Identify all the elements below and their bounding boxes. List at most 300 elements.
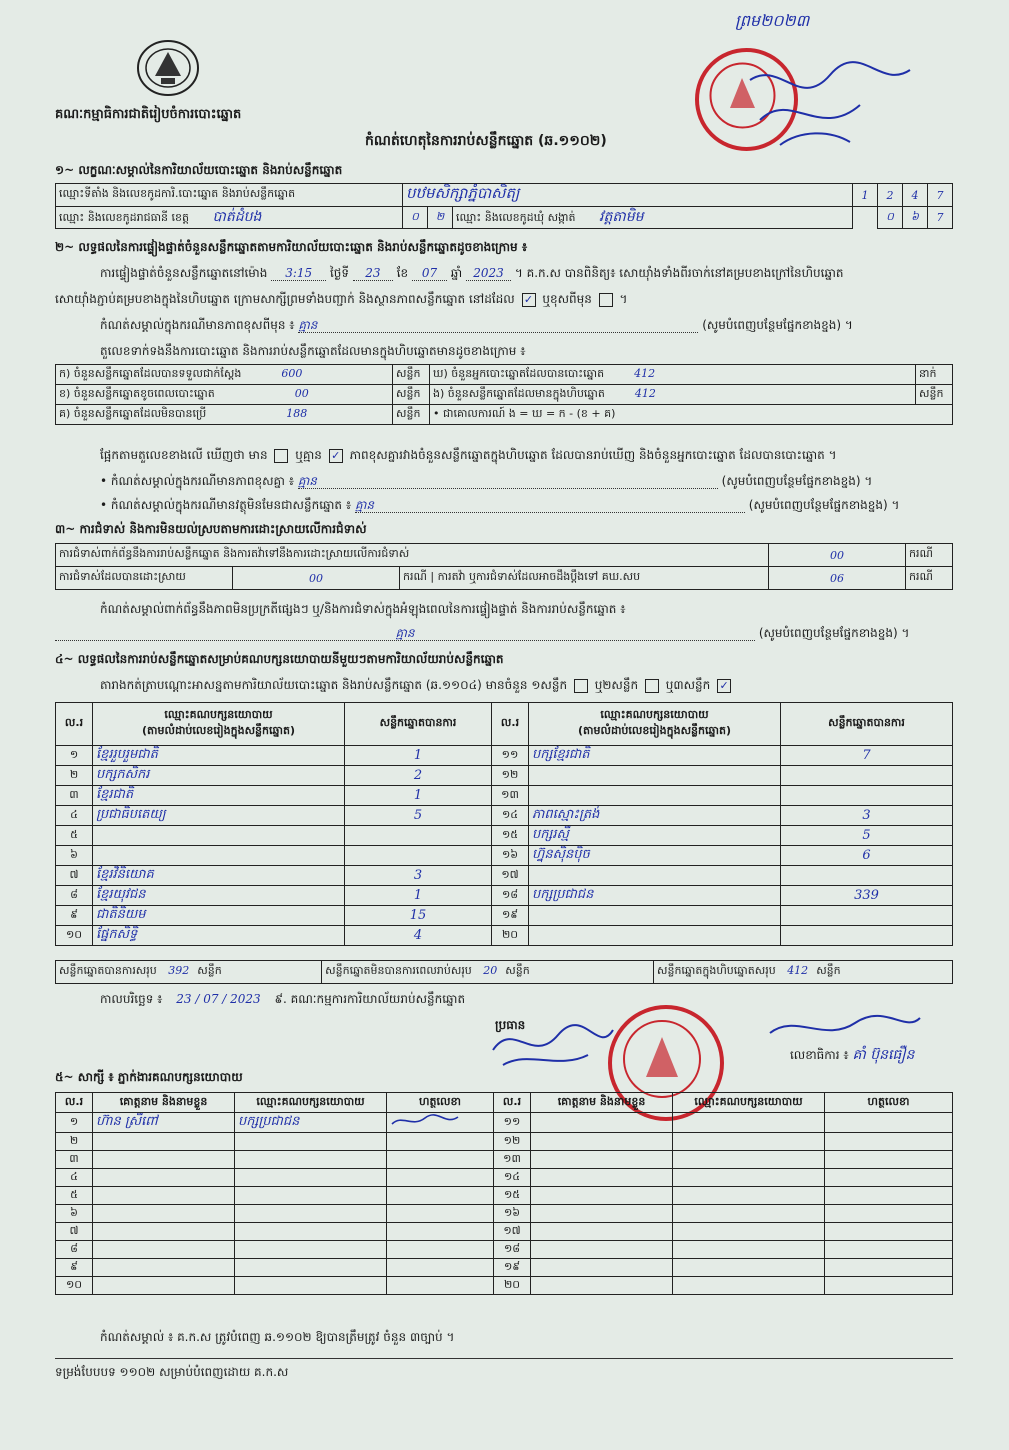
results-table	[55, 702, 953, 946]
row-number: ១៥	[494, 1187, 531, 1205]
station-code-digit: 7	[928, 184, 953, 207]
row-e-value: 412	[634, 386, 656, 400]
row-number: ៣	[56, 786, 93, 806]
party-votes	[781, 926, 953, 946]
row-number: ២០	[494, 1277, 531, 1295]
witness-party	[235, 1205, 387, 1223]
signature-mark	[390, 1114, 460, 1128]
col-votes: សន្លឹកឆ្នោតបានការ	[345, 703, 492, 746]
party-name: ខ្មែររួបរួមជាតិ	[93, 746, 345, 766]
witness-party	[235, 1151, 387, 1169]
verify-text: ។ គ.ក.ស បានពិនិត្យ៖ សោយ៉ាំងទាំងពីរចាក់នៅគម្របខាងក្រៅនៃហិបឆ្នោត	[514, 266, 844, 280]
form-title: កំណត់ហេតុនៃការរាប់សន្លឹកឆ្នោត (ឆ.១១០២)	[365, 133, 607, 149]
objections-table	[55, 543, 953, 590]
party-name	[93, 826, 345, 846]
row-number: ១៦	[494, 1205, 531, 1223]
total-valid-label: សន្លឹកឆ្នោតបានការសរុប	[59, 964, 157, 977]
objection-note-line	[55, 626, 909, 641]
member-label: លេខាធិការ ៖	[790, 1048, 849, 1062]
verify-day: 23	[353, 266, 393, 281]
party-votes: 6	[781, 846, 953, 866]
sheet-count-line	[100, 678, 734, 693]
case-unit: ករណី	[906, 544, 953, 567]
row-b-value: 00	[294, 386, 309, 400]
commune-label-text: ឈ្មោះ និងលេខកូដឃុំ សង្កាត់	[456, 211, 576, 224]
witness-party	[673, 1151, 825, 1169]
table-row	[56, 1187, 953, 1205]
unit: សន្លឹក	[916, 385, 953, 405]
row-number: ១១	[492, 746, 529, 766]
party-votes: 1	[345, 746, 492, 766]
fill-hint: (សូមបំពេញបន្ថែមផ្នែកខាងខ្នង) ។	[748, 498, 900, 512]
party-name: ខ្មែរវិនិយោគ	[93, 866, 345, 886]
witness-signature	[387, 1151, 494, 1169]
witness-signature	[387, 1169, 494, 1187]
unit: សន្លឹក	[505, 964, 530, 977]
figures-intro: តួលេខទាក់ទងនឹងការបោះឆ្នោត និងការរាប់សន្លឹកឆ្នោតដែលមានក្នុងហិបឆ្នោតមានដូចខាងក្រោម ៖	[100, 344, 526, 358]
party-name	[93, 846, 345, 866]
date-label: កាលបរិច្ឆេទ ៖	[100, 992, 163, 1006]
witness-party	[673, 1223, 825, 1241]
witness-party	[673, 1133, 825, 1151]
verify-line-1	[100, 266, 844, 281]
row-number: ១២	[494, 1133, 531, 1151]
one-sheet-checkbox[interactable]	[574, 679, 588, 693]
witness-signature	[387, 1241, 494, 1259]
witness-name	[93, 1277, 235, 1295]
row-number: ១៦	[492, 846, 529, 866]
has-difference-checkbox[interactable]	[274, 449, 288, 463]
case-unit: ករណី	[906, 567, 953, 590]
witness-name	[93, 1223, 235, 1241]
verify-year: 2023	[466, 266, 511, 281]
table-row	[56, 1277, 953, 1295]
col-name: គោត្តនាម និងនាមខ្លួន	[531, 1093, 673, 1113]
section3-title: ៣~ ការជំទាស់ និងការមិនយល់ស្របតាមការដោះស្រាយលើការជំទាស់	[55, 522, 367, 536]
commune-label	[453, 207, 853, 229]
witness-name	[93, 1205, 235, 1223]
table-row	[56, 926, 953, 946]
row-number: ១	[56, 746, 93, 766]
party-name: បក្សខ្មែរជាតិ	[529, 746, 781, 766]
party-votes: 5	[781, 826, 953, 846]
formula: • ជាគោលការណ៍ ង = ឃ = ក - (ខ + គ)	[430, 405, 953, 425]
table-row	[56, 826, 953, 846]
objection-note-label: កំណត់សម្គាល់ពាក់ព័ន្ធនឹងភាពមិនប្រក្រតីផ្សេងៗ ឬ/និងការជំទាស់ក្នុងអំឡុងពេលនៃការផ្ទៀងផ្ទាត់ និងការរាប់សន្លឹកឆ្នោត ៖	[100, 602, 626, 616]
objection-row1-value: 00	[769, 544, 906, 567]
party-votes: 1	[345, 886, 492, 906]
row-number: ៦	[56, 846, 93, 866]
committee-name: គណៈកម្មាធិការជាតិរៀបចំការបោះឆ្នោត	[55, 107, 242, 122]
different-checkbox[interactable]	[599, 293, 613, 307]
witness-signature	[825, 1277, 953, 1295]
party-name: ខ្មែរជាតិ	[93, 786, 345, 806]
table-row	[56, 1223, 953, 1241]
total-invalid-value: 20	[483, 964, 498, 977]
row-d-value: 412	[634, 366, 656, 380]
table-row	[56, 766, 953, 786]
witness-signature	[825, 1259, 953, 1277]
fill-hint: (សូមបំពេញបន្ថែមផ្នែកខាងខ្នង) ។	[721, 474, 873, 488]
witness-name	[531, 1169, 673, 1187]
verify-text: ឆ្នាំ	[450, 266, 463, 280]
no-difference-checkbox[interactable]: ✓	[329, 449, 343, 463]
unit: សន្លឹក	[393, 365, 430, 385]
witness-signature	[825, 1187, 953, 1205]
total-box	[653, 961, 952, 984]
province-label	[56, 207, 403, 229]
total-box-value: 412	[787, 964, 809, 977]
total-invalid	[322, 961, 654, 984]
witness-party	[235, 1133, 387, 1151]
note1-line	[100, 318, 853, 333]
chair-label: ប្រធាន	[495, 1018, 526, 1032]
witness-signature	[825, 1151, 953, 1169]
witness-signature	[387, 1223, 494, 1241]
witness-signature	[387, 1187, 494, 1205]
station-table	[55, 183, 953, 229]
row-a-value: 600	[281, 366, 303, 380]
row-e	[430, 385, 916, 405]
party-votes	[781, 786, 953, 806]
row-number: ៤	[56, 1169, 93, 1187]
row-d	[430, 365, 916, 385]
unit: សន្លឹក	[197, 964, 222, 977]
witness-name	[93, 1187, 235, 1205]
witness-party	[673, 1205, 825, 1223]
row-number: ១៧	[494, 1223, 531, 1241]
row-number: ៥	[56, 826, 93, 846]
party-votes: 3	[345, 866, 492, 886]
table-row	[56, 806, 953, 826]
footer-divider	[55, 1358, 953, 1359]
table-row	[56, 786, 953, 806]
check-text: ភាពខុសគ្នារវាងចំនួនសន្លឹកឆ្នោតក្នុងហិបឆ្នោត ដែលបានរាប់ឃើញ និងចំនួនអ្នកបោះឆ្នោត ដែលបានបោះឆ្នោត ។	[349, 448, 837, 462]
row-number: ១	[56, 1113, 93, 1133]
party-votes: 15	[345, 906, 492, 926]
province-label-text: ឈ្មោះ និងលេខកូដរាជធានី ខេត្ត	[59, 211, 189, 224]
sheet-count-text: ឬ៣សន្លឹក	[665, 678, 711, 692]
row-number: ១០	[56, 926, 93, 946]
witness-party	[235, 1259, 387, 1277]
party-name: ហ្វ៊ុនស៊ិនប៉ិច	[529, 846, 781, 866]
row-b	[56, 385, 393, 405]
row-number: ១០	[56, 1277, 93, 1295]
party-votes	[781, 906, 953, 926]
objection-row3: ករណី | ការតវ៉ា ឬការជំទាស់ដែលអាចដឹងប្តឹងទៅ គឃ.សប	[400, 567, 769, 590]
verify-text: ការផ្ទៀងផ្ទាត់ចំនួនសន្លឹកឆ្នោតនៅម៉ោង	[100, 266, 268, 280]
table-row	[56, 866, 953, 886]
col-no: ល.រ	[492, 703, 529, 746]
station-code-digit: 2	[878, 184, 903, 207]
station-code-digit: 4	[903, 184, 928, 207]
party-votes: 2	[345, 766, 492, 786]
total-valid-value: 392	[168, 964, 190, 977]
party-votes	[781, 866, 953, 886]
row-number: ៨	[56, 886, 93, 906]
section5-title: ៥~ សាក្សី ៖ ភ្នាក់ងារគណបក្សនយោបាយ	[55, 1070, 243, 1084]
party-votes: 7	[781, 746, 953, 766]
witness-signature	[387, 1277, 494, 1295]
province-code-digit: ២	[428, 207, 453, 229]
party-name: បក្សកសិករ	[93, 766, 345, 786]
party-name	[529, 926, 781, 946]
witness-signature	[387, 1259, 494, 1277]
row-number: ១៣	[494, 1151, 531, 1169]
witness-party	[235, 1277, 387, 1295]
row-number: ២	[56, 1133, 93, 1151]
party-name	[529, 766, 781, 786]
row-number: ៧	[56, 866, 93, 886]
witness-signature	[825, 1133, 953, 1151]
col-no: ល.រ	[56, 1093, 93, 1113]
col-party-title: ឈ្មោះគណបក្សនយោបាយ	[600, 708, 709, 721]
witness-name	[93, 1241, 235, 1259]
row-number: ៩	[56, 906, 93, 926]
witness-name	[531, 1205, 673, 1223]
table-row	[56, 1151, 953, 1169]
bullet2-label: • កំណត់សម្គាល់ក្នុងករណីមានវត្ថុមិនមែនជាសន្លឹកឆ្នោត ៖	[100, 498, 352, 512]
party-votes	[345, 846, 492, 866]
bullet2-value: គ្មាន	[355, 498, 745, 513]
table-row	[56, 1259, 953, 1277]
witness-signature	[825, 1113, 953, 1133]
witness-signature	[387, 1113, 494, 1133]
case-unit: ករណី	[403, 570, 427, 583]
col-party-sub: (តាមលំដាប់លេខរៀងក្នុងសន្លឹកឆ្នោត)	[578, 724, 731, 737]
row-number: ១២	[492, 766, 529, 786]
province-name: បាត់ដំបង	[212, 209, 262, 225]
witness-name	[93, 1151, 235, 1169]
witness-party	[673, 1241, 825, 1259]
col-party: ឈ្មោះគណបក្សនយោបាយ	[673, 1093, 825, 1113]
table-row	[56, 1169, 953, 1187]
verify-month: 07	[412, 266, 447, 281]
col-party: ឈ្មោះគណបក្សនយោបាយ	[235, 1093, 387, 1113]
objection-row3-label: ការតវ៉ា ឬការជំទាស់ដែលអាចដឹងប្តឹងទៅ គឃ.សប	[437, 570, 641, 583]
emblem-icon	[135, 38, 201, 100]
row-c-label: គ) ចំនួនសន្លឹកឆ្នោតដែលមិនបានប្រើ	[59, 406, 207, 420]
check-text: ផ្អែកតាមតួលេខខាងលើ ឃើញថា មាន	[100, 448, 268, 462]
footer-form-note: ទម្រង់បែបបទ ១១០២ សម្រាប់បំពេញដោយ គ.ក.ស	[55, 1365, 289, 1379]
table-row	[56, 1133, 953, 1151]
witness-party	[673, 1187, 825, 1205]
party-votes	[781, 766, 953, 786]
total-box-label: សន្លឹកឆ្នោតក្នុងហិបឆ្នោតសរុប	[656, 964, 776, 977]
sheet-count-text: តារាងកត់ត្រាបណ្តោះអាសន្នតាមការិយាល័យបោះឆ្នោត និងរាប់សន្លឹកឆ្នោត (ឆ.១១០៤) មានចំនួន ១សន្លឹក	[100, 678, 568, 692]
party-name	[529, 906, 781, 926]
witness-party	[235, 1187, 387, 1205]
witness-name	[93, 1169, 235, 1187]
verify-text: ថ្ងៃទី	[330, 266, 350, 280]
row-number: ២០	[492, 926, 529, 946]
row-d-label: ឃ) ចំនួនអ្នកបោះឆ្នោតដែលបានបោះឆ្នោត	[433, 366, 605, 380]
objection-row1-label: ការជំទាស់ពាក់ព័ន្ធនឹងការរាប់សន្លឹកឆ្នោត និងការតវ៉ាទៅនឹងការដោះស្រាយលើការជំទាស់	[56, 544, 769, 567]
handwritten-note: ព្រម២០២៣	[735, 11, 810, 30]
note1-label: កំណត់សម្គាល់ក្នុងករណីមានភាពខុសពីមុន ៖	[100, 318, 295, 332]
party-votes: 4	[345, 926, 492, 946]
row-number: ១៧	[492, 866, 529, 886]
objection-note-value: គ្មាន	[55, 626, 755, 641]
row-c-value: 188	[286, 406, 308, 420]
witness-party	[235, 1241, 387, 1259]
witness-party	[235, 1223, 387, 1241]
party-name: ប្រជាធិបតេយ្យ	[93, 806, 345, 826]
station-label: ឈ្មោះទីតាំង និងលេខកូដការិ.បោះឆ្នោត និងរាប់សន្លឹកឆ្នោត	[56, 184, 403, 207]
bullet1-label: • កំណត់សម្គាល់ក្នុងករណីមានភាពខុសគ្នា ៖	[100, 474, 295, 488]
witness-party	[235, 1169, 387, 1187]
witness-name	[531, 1223, 673, 1241]
row-number: ១៨	[494, 1241, 531, 1259]
row-number: ៨	[56, 1241, 93, 1259]
col-no: ល.រ	[494, 1093, 531, 1113]
witness-signature	[825, 1205, 953, 1223]
witness-signature	[825, 1169, 953, 1187]
table-row	[56, 846, 953, 866]
commune-code-digit: 7	[928, 207, 953, 229]
row-number: ១៤	[492, 806, 529, 826]
col-party-sub: (តាមលំដាប់លេខរៀងក្នុងសន្លឹកឆ្នោត)	[142, 724, 295, 737]
row-c	[56, 405, 393, 425]
commune-code-digit: ០	[878, 207, 903, 229]
bullet2	[100, 498, 899, 513]
col-sign: ហត្ថលេខា	[387, 1093, 494, 1113]
row-number: ៤	[56, 806, 93, 826]
unit: សន្លឹក	[393, 385, 430, 405]
party-name: បក្សប្រជាជន	[529, 886, 781, 906]
member-name: គាំ ប៊ុនធឿន	[852, 1047, 915, 1063]
row-number: ១៨	[492, 886, 529, 906]
unit: នាក់	[916, 365, 953, 385]
station-name: បឋមសិក្សាភ្នំបាសិត្យ	[403, 184, 853, 207]
party-name: ជាតិនិយម	[93, 906, 345, 926]
verify-text: ឬខុសពីមុន	[542, 292, 592, 306]
party-votes: 339	[781, 886, 953, 906]
row-number: ១៩	[492, 906, 529, 926]
objection-row3-value: 06	[769, 567, 906, 590]
committee-sign-label: ៩. គណៈកម្មការការិយាល័យរាប់សន្លឹកឆ្នោត	[274, 992, 466, 1006]
witness-party	[673, 1113, 825, 1133]
party-name	[529, 866, 781, 886]
party-name	[529, 786, 781, 806]
col-name: គោត្តនាម និងនាមខ្លួន	[93, 1093, 235, 1113]
witness-party: បក្សប្រជាជន	[235, 1113, 387, 1133]
witness-signature	[387, 1133, 494, 1151]
row-number: ១១	[494, 1113, 531, 1133]
row-number: ១៤	[494, 1169, 531, 1187]
objection-row2-value: 00	[233, 567, 400, 590]
two-sheet-checkbox[interactable]	[645, 679, 659, 693]
spacer	[853, 207, 878, 229]
row-e-label: ង) ចំនួនសន្លឹកឆ្នោតដែលមានក្នុងហិបឆ្នោត	[433, 386, 605, 400]
secretary-signature	[765, 1008, 925, 1052]
row-b-label: ខ) ចំនួនសន្លឹកឆ្នោតខូចពេលបោះឆ្នោត	[59, 386, 215, 400]
section1-title: ១~ លក្ខណៈសម្គាល់នៃការិយាល័យបោះឆ្នោត និងរាប់សន្លឹកឆ្នោត	[55, 163, 343, 177]
commune-code-digit: ៦	[903, 207, 928, 229]
table-row	[56, 1205, 953, 1223]
footnote: កំណត់សម្គាល់ ៖ គ.ក.ស ត្រូវបំពេញ ឆ.១១០២ ឱ្យបានត្រឹមត្រូវ ចំនួន ៣ច្បាប់ ។	[100, 1330, 455, 1344]
witness-name	[531, 1241, 673, 1259]
party-votes: 1	[345, 786, 492, 806]
witness-party	[673, 1169, 825, 1187]
station-code-digit: 1	[853, 184, 878, 207]
party-name: បក្សរស្មី	[529, 826, 781, 846]
objection-row2-label: ការជំទាស់ដែលបានដោះស្រាយ	[56, 567, 233, 590]
date-value: 23 / 07 / 2023	[176, 992, 261, 1006]
verify-time: 3:15	[271, 266, 326, 281]
row-number: ៥	[56, 1187, 93, 1205]
row-a-label: ក) ចំនួនសន្លឹកឆ្នោតដែលបានទទួលជាក់ស្តែង	[59, 366, 242, 380]
commune-name: វត្តតាមិម	[599, 209, 644, 225]
witness-name	[93, 1259, 235, 1277]
witness-name: ហ៊ាន ស្រីពៅ	[93, 1113, 235, 1133]
witness-signature	[825, 1241, 953, 1259]
note1-value: គ្មាន	[298, 318, 698, 333]
bullet1-value: គ្មាន	[298, 474, 718, 489]
party-name: ភាពស្មោះត្រង់	[529, 806, 781, 826]
row-a	[56, 365, 393, 385]
row-number: ៩	[56, 1259, 93, 1277]
verify-text: សោយ៉ាំងភ្ជាប់គម្របខាងក្នុងនៃហិបឆ្នោត ក្រោមសាក្សីព្រមទាំងបញ្ជាក់ និងស្ថានភាពសន្លឹកឆ្នោត នៅដដែល	[55, 292, 515, 306]
row-number: ២	[56, 766, 93, 786]
unit: សន្លឹក	[393, 405, 430, 425]
chair-signature	[488, 1015, 618, 1079]
col-no: ល.រ	[56, 703, 93, 746]
section2-title: ២~ លទ្ធផលនៃការផ្ទៀងផ្ទាត់ចំនួនសន្លឹកឆ្នោតតាមការិយាល័យបោះឆ្នោត និងរាប់សន្លឹកឆ្នោតដូចខាងក្រោម ៖	[55, 240, 528, 254]
witness-party	[673, 1259, 825, 1277]
witness-signature	[825, 1223, 953, 1241]
row-number: ៦	[56, 1205, 93, 1223]
check-text: ឬគ្មាន	[295, 448, 322, 462]
witness-name	[531, 1277, 673, 1295]
same-checkbox[interactable]: ✓	[522, 293, 536, 307]
witness-name	[531, 1151, 673, 1169]
table-row	[56, 746, 953, 766]
witness-name	[531, 1133, 673, 1151]
party-votes: 5	[345, 806, 492, 826]
verify-text: ខែ	[396, 266, 409, 280]
date-line	[100, 992, 465, 1006]
party-votes	[345, 826, 492, 846]
signature-top	[740, 50, 920, 154]
total-valid	[56, 961, 322, 984]
row-number: ៧	[56, 1223, 93, 1241]
witness-name	[531, 1259, 673, 1277]
unit: សន្លឹក	[816, 964, 841, 977]
figures-table	[55, 364, 953, 425]
party-votes: 3	[781, 806, 953, 826]
province-code-digit: ០	[403, 207, 428, 229]
total-invalid-label: សន្លឹកឆ្នោតមិនបានការពេលរាប់សរុប	[325, 964, 472, 977]
row-number: ១៩	[494, 1259, 531, 1277]
row-number: ១៥	[492, 826, 529, 846]
witness-table	[55, 1092, 953, 1295]
table-row	[56, 1241, 953, 1259]
witness-signature	[387, 1205, 494, 1223]
fill-hint: (សូមបំពេញបន្ថែមផ្នែកខាងខ្នង) ។	[758, 626, 910, 640]
col-sign: ហត្ថលេខា	[825, 1093, 953, 1113]
witness-name	[531, 1113, 673, 1133]
witness-name	[93, 1133, 235, 1151]
three-sheet-checkbox[interactable]: ✓	[717, 679, 731, 693]
check-line	[100, 448, 837, 463]
results-totals	[55, 960, 953, 984]
row-number: ៣	[56, 1151, 93, 1169]
sheet-count-text: ឬ២សន្លឹក	[594, 678, 639, 692]
col-party-title: ឈ្មោះគណបក្សនយោបាយ	[164, 708, 273, 721]
col-votes: សន្លឹកឆ្នោតបានការ	[781, 703, 953, 746]
table-row	[56, 906, 953, 926]
